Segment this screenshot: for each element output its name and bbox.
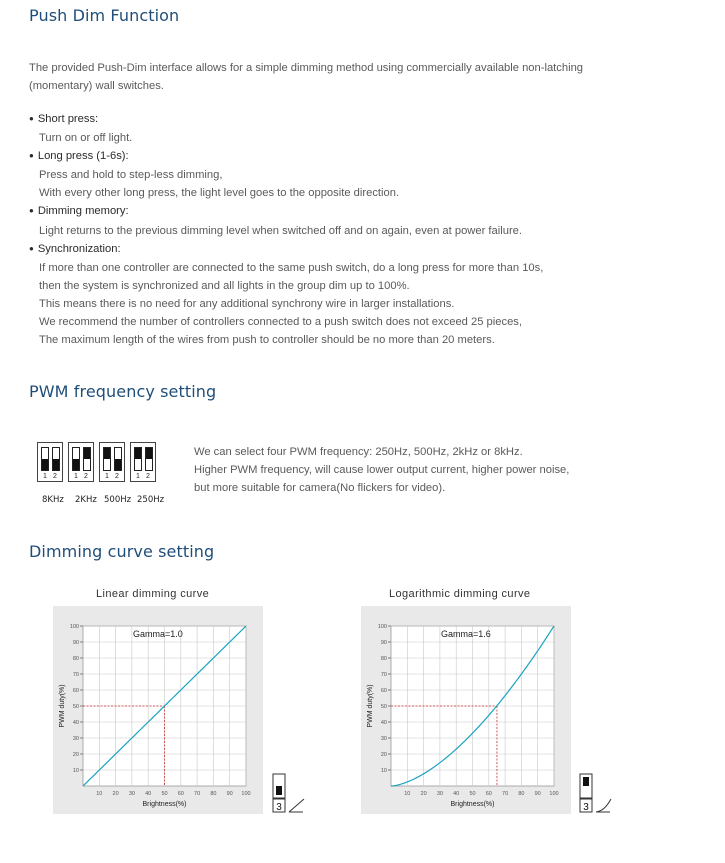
dip-label-8khz: 8KHz: [42, 495, 64, 505]
intro-line-1: The provided Push-Dim interface allows for a simple dimming method using commercially available non-latching: [29, 62, 584, 74]
x-tick-label: 80: [210, 791, 217, 797]
bullet-label: Dimming memory:: [37, 205, 129, 218]
y-tick-label: 80: [380, 656, 387, 662]
bullet-text: The maximum length of the wires from push to controller should be no more than 20 meters.: [39, 334, 495, 347]
bullet-text: With every other long press, the light level goes to the opposite direction.: [39, 187, 400, 200]
bullet-short-press: [29, 110, 543, 129]
dip3-off-icon: [270, 773, 308, 813]
dip-switch-2khz: [67, 442, 95, 482]
dip-switch-500hz: [98, 442, 126, 482]
bullet-text: This means there is no need for any additional synchrony wire in larger installations.: [39, 297, 455, 310]
bullet-long-press: [29, 147, 543, 166]
pin-label: 1: [74, 473, 78, 480]
bullet-synchronization: [29, 240, 543, 259]
x-tick-label: 10: [404, 791, 411, 797]
log-dimming-chart: [361, 606, 571, 814]
push-dim-intro: [29, 59, 689, 95]
pin-label: 2: [84, 473, 88, 480]
y-tick-label: 50: [72, 704, 79, 710]
bullet-text: If more than one controller are connected to the same push switch, do a long press for more than 10s,: [39, 261, 544, 274]
x-tick-label: 70: [194, 791, 201, 797]
x-tick-label: 40: [453, 791, 460, 797]
push-dim-feature-list: [29, 110, 543, 349]
bullet-text: Light returns to the previous dimming level when switched off and on again, even at power failure.: [39, 224, 523, 237]
x-tick-label: 50: [469, 791, 476, 797]
bullet-text: then the system is synchronized and all lights in the group dim up to 100%.: [39, 279, 410, 292]
section-heading-dimming-curve: Dimming curve setting: [29, 542, 215, 561]
x-tick-label: 100: [241, 791, 251, 797]
x-axis-label: Brightness(%): [450, 801, 495, 808]
dip-number: 3: [583, 802, 589, 813]
pwm-text-line: We can select four PWM frequency: 250Hz, 500Hz, 2kHz or 8kHz.: [194, 446, 523, 458]
chart-title-linear: Linear dimming curve: [96, 588, 210, 600]
x-tick-label: 60: [485, 791, 492, 797]
pwm-text-line: but more suitable for camera(No flickers for video).: [194, 482, 446, 494]
y-tick-label: 70: [380, 672, 387, 678]
y-tick-label: 100: [377, 624, 387, 630]
dip-label-500hz: 500Hz: [104, 495, 132, 505]
pwm-description: [194, 443, 569, 497]
linear-dimming-chart: [53, 606, 263, 814]
x-tick-label: 100: [549, 791, 559, 797]
bullet-label: Long press (1-6s):: [37, 150, 129, 163]
dip-label-2khz: 2KHz: [75, 495, 97, 505]
section-heading-push-dim: Push Dim Function: [29, 6, 180, 25]
bullet-label: Short press:: [37, 113, 99, 125]
x-tick-label: 90: [226, 791, 233, 797]
dip-switch-8khz: [36, 442, 64, 482]
x-tick-label: 60: [177, 791, 184, 797]
intro-line-2: (momentary) wall switches.: [29, 80, 164, 92]
pin-label: 2: [146, 473, 150, 480]
y-tick-label: 90: [380, 640, 387, 646]
pin-label: 1: [43, 473, 47, 480]
x-tick-label: 30: [128, 791, 135, 797]
bullet-text: Turn on or off light.: [39, 132, 133, 145]
y-tick-label: 100: [69, 624, 79, 630]
bullet-text: Press and hold to step-less dimming,: [39, 169, 223, 182]
bullet-label: Synchronization:: [37, 242, 121, 255]
y-tick-label: 70: [72, 672, 79, 678]
dip-label-250hz: 250Hz: [137, 495, 165, 505]
y-tick-label: 60: [380, 688, 387, 694]
y-tick-label: 10: [72, 768, 79, 774]
x-tick-label: 90: [534, 791, 541, 797]
x-tick-label: 20: [420, 791, 427, 797]
y-tick-label: 20: [380, 752, 387, 758]
gamma-annotation: Gamma=1.6: [441, 629, 491, 639]
y-tick-label: 10: [380, 768, 387, 774]
gamma-annotation: Gamma=1.0: [133, 629, 183, 639]
y-tick-label: 50: [380, 704, 387, 710]
pin-label: 2: [53, 473, 57, 480]
y-tick-label: 40: [380, 720, 387, 726]
y-tick-label: 80: [72, 656, 79, 662]
pin-label: 2: [115, 473, 119, 480]
y-tick-label: 20: [72, 752, 79, 758]
dip-switch-250hz: [129, 442, 157, 482]
x-tick-label: 80: [518, 791, 525, 797]
x-tick-label: 20: [112, 791, 119, 797]
y-tick-label: 90: [72, 640, 79, 646]
section-heading-pwm: PWM frequency setting: [29, 382, 217, 401]
pwm-dip-switches: [36, 442, 157, 482]
y-tick-label: 40: [72, 720, 79, 726]
pwm-text-line: Higher PWM frequency, will cause lower output current, higher power noise,: [194, 464, 570, 476]
y-tick-label: 30: [380, 736, 387, 742]
y-tick-label: 30: [72, 736, 79, 742]
y-tick-label: 60: [72, 688, 79, 694]
x-tick-label: 10: [96, 791, 103, 797]
pin-label: 1: [105, 473, 109, 480]
x-tick-label: 70: [502, 791, 509, 797]
chart-title-log: Logarithmic dimming curve: [389, 588, 531, 600]
y-axis-label: PWM duty(%): [367, 684, 374, 728]
bullet-text: We recommend the number of controllers connected to a push switch does not exceed 25 pieces,: [39, 316, 522, 329]
x-tick-label: 50: [161, 791, 168, 797]
dip3-on-icon: [577, 773, 615, 813]
dip-number: 3: [276, 802, 282, 813]
bullet-dimming-memory: [29, 202, 543, 221]
x-tick-label: 40: [145, 791, 152, 797]
pin-label: 1: [136, 473, 140, 480]
y-axis-label: PWM duty(%): [59, 684, 66, 728]
x-axis-label: Brightness(%): [142, 801, 187, 808]
x-tick-label: 30: [436, 791, 443, 797]
